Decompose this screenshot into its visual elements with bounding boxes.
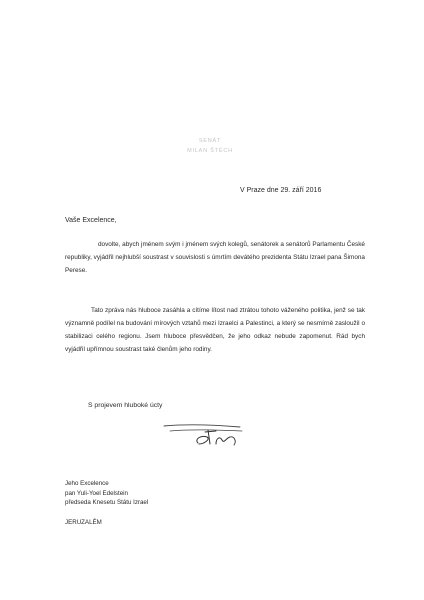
addressee-city: JERUZALÉM [65, 519, 102, 526]
salutation: Vaše Excelence, [65, 217, 117, 224]
letterhead-line-2: MILAN ŠTĚCH [187, 148, 233, 154]
letter-date: V Praze dne 29. září 2016 [240, 187, 322, 194]
letterhead [150, 136, 270, 156]
handwritten-signature [158, 412, 248, 450]
letterhead-line-1: SENÁT [198, 138, 222, 144]
addressee-title: Jeho Excelence [65, 480, 109, 487]
body-paragraph-1: dovolte, abych jménem svým i jménem svých kolegů, senátorek a senátorů Parlamentu České republiky, vyjádřil nejhlubší soustrast v souvislosti s úmrtím devátého prezidenta Státu Izrael pana Šimona Perese. [65, 241, 365, 274]
addressee-name: pan Yuli-Yoel Edelstein [65, 489, 128, 497]
body-paragraph-2: Tato zpráva nás hluboce zasáhla a cítíme lítost nad ztrátou tohoto váženého politika, jenž se tak významně podílel na budování mírových vztahů mezi Izraelci a Palestinci, a který se nesmírně zasloužil o stabilizaci celého regionu. Jsem hluboce přesvědčen, že jeho odkaz nebude zapomenut. Rád bych vyjádřil upřímnou soustrast také členům jeho rodiny. [65, 307, 365, 353]
closing-phrase: S projevem hluboké úcty [88, 402, 163, 409]
addressee-block [65, 479, 148, 508]
addressee-position: předseda Knesetu Státu Izrael [65, 499, 149, 506]
